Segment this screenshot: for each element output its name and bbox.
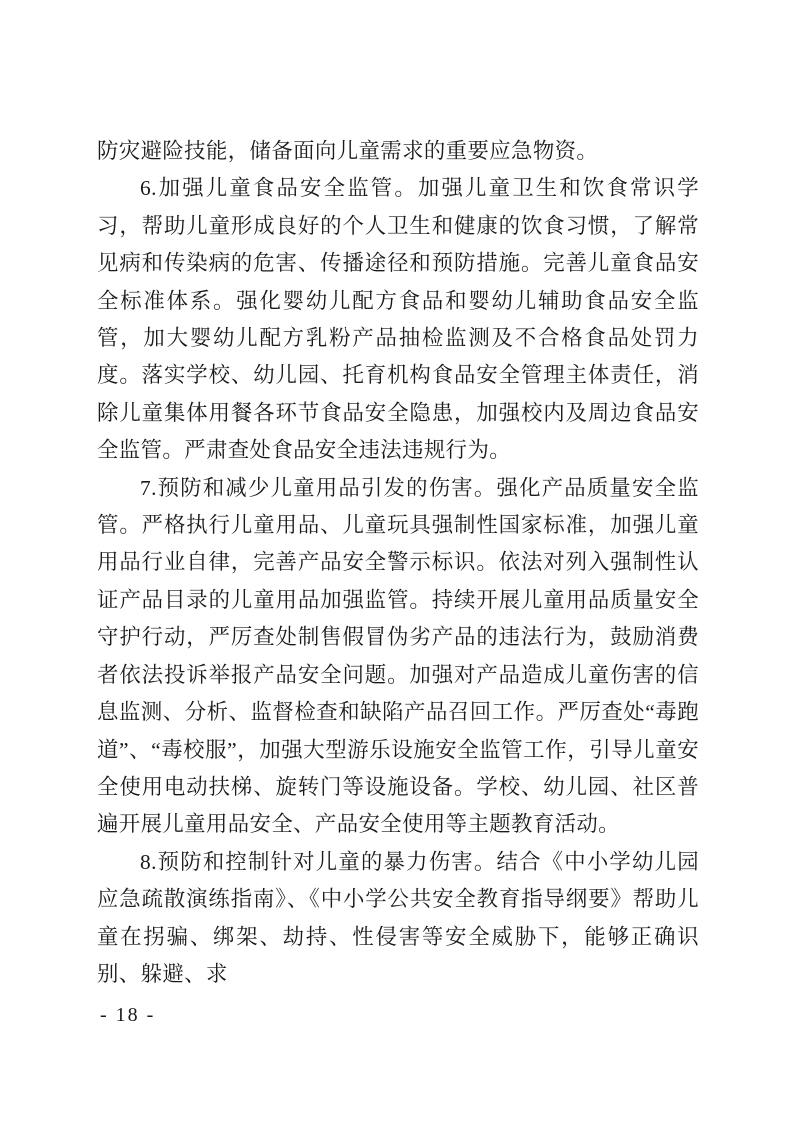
paragraph-item-8-violence-prevention: 8.预防和控制针对儿童的暴力伤害。结合《中小学幼儿园应急疏散演练指南》、《中小学公共安全教育指导纲要》帮助儿童在拐骗、绑架、劫持、性侵害等安全威胁下，能够正确识别、躲避、求 (97, 849, 699, 986)
document-body (97, 133, 699, 993)
page-number: - 18 - (100, 1004, 156, 1026)
paragraph-item-6-food-safety: 6.加强儿童食品安全监管。加强儿童卫生和饮食常识学习，帮助儿童形成良好的个人卫生和健康的饮食习惯，了解常见病和传染病的危害、传播途径和预防措施。完善儿童食品安全标准体系。强化婴幼儿配方食品和婴幼儿辅助食品安全监管，加大婴幼儿配方乳粉产品抽检监测及不合格食品处罚力度。落实学校、幼儿园、托育机构食品安全管理主体责任，消除儿童集体用餐各环节食品安全隐患，加强校内及周边食品安全监管。严肃查处食品安全违法违规行为。 (97, 176, 699, 463)
paragraph-continuation: 防灾避险技能，储备面向儿童需求的重要应急物资。 (97, 139, 599, 163)
paragraph-item-7-product-injury: 7.预防和减少儿童用品引发的伤害。强化产品质量安全监管。严格执行儿童用品、儿童玩具强制性国家标准，加强儿童用品行业自律，完善产品安全警示标识。依法对列入强制性认证产品目录的儿童用品加强监管。持续开展儿童用品质量安全守护行动，严厉查处制售假冒伪劣产品的违法行为，鼓励消费者依法投诉举报产品安全问题。加强对产品造成儿童伤害的信息监测、分析、监督检查和缺陷产品召回工作。严厉查处“毒跑道”、“毒校服”，加强大型游乐设施安全监管工作，引导儿童安全使用电动扶梯、旋转门等设施设备。学校、幼儿园、社区普遍开展儿童用品安全、产品安全使用等主题教育活动。 (97, 475, 699, 837)
